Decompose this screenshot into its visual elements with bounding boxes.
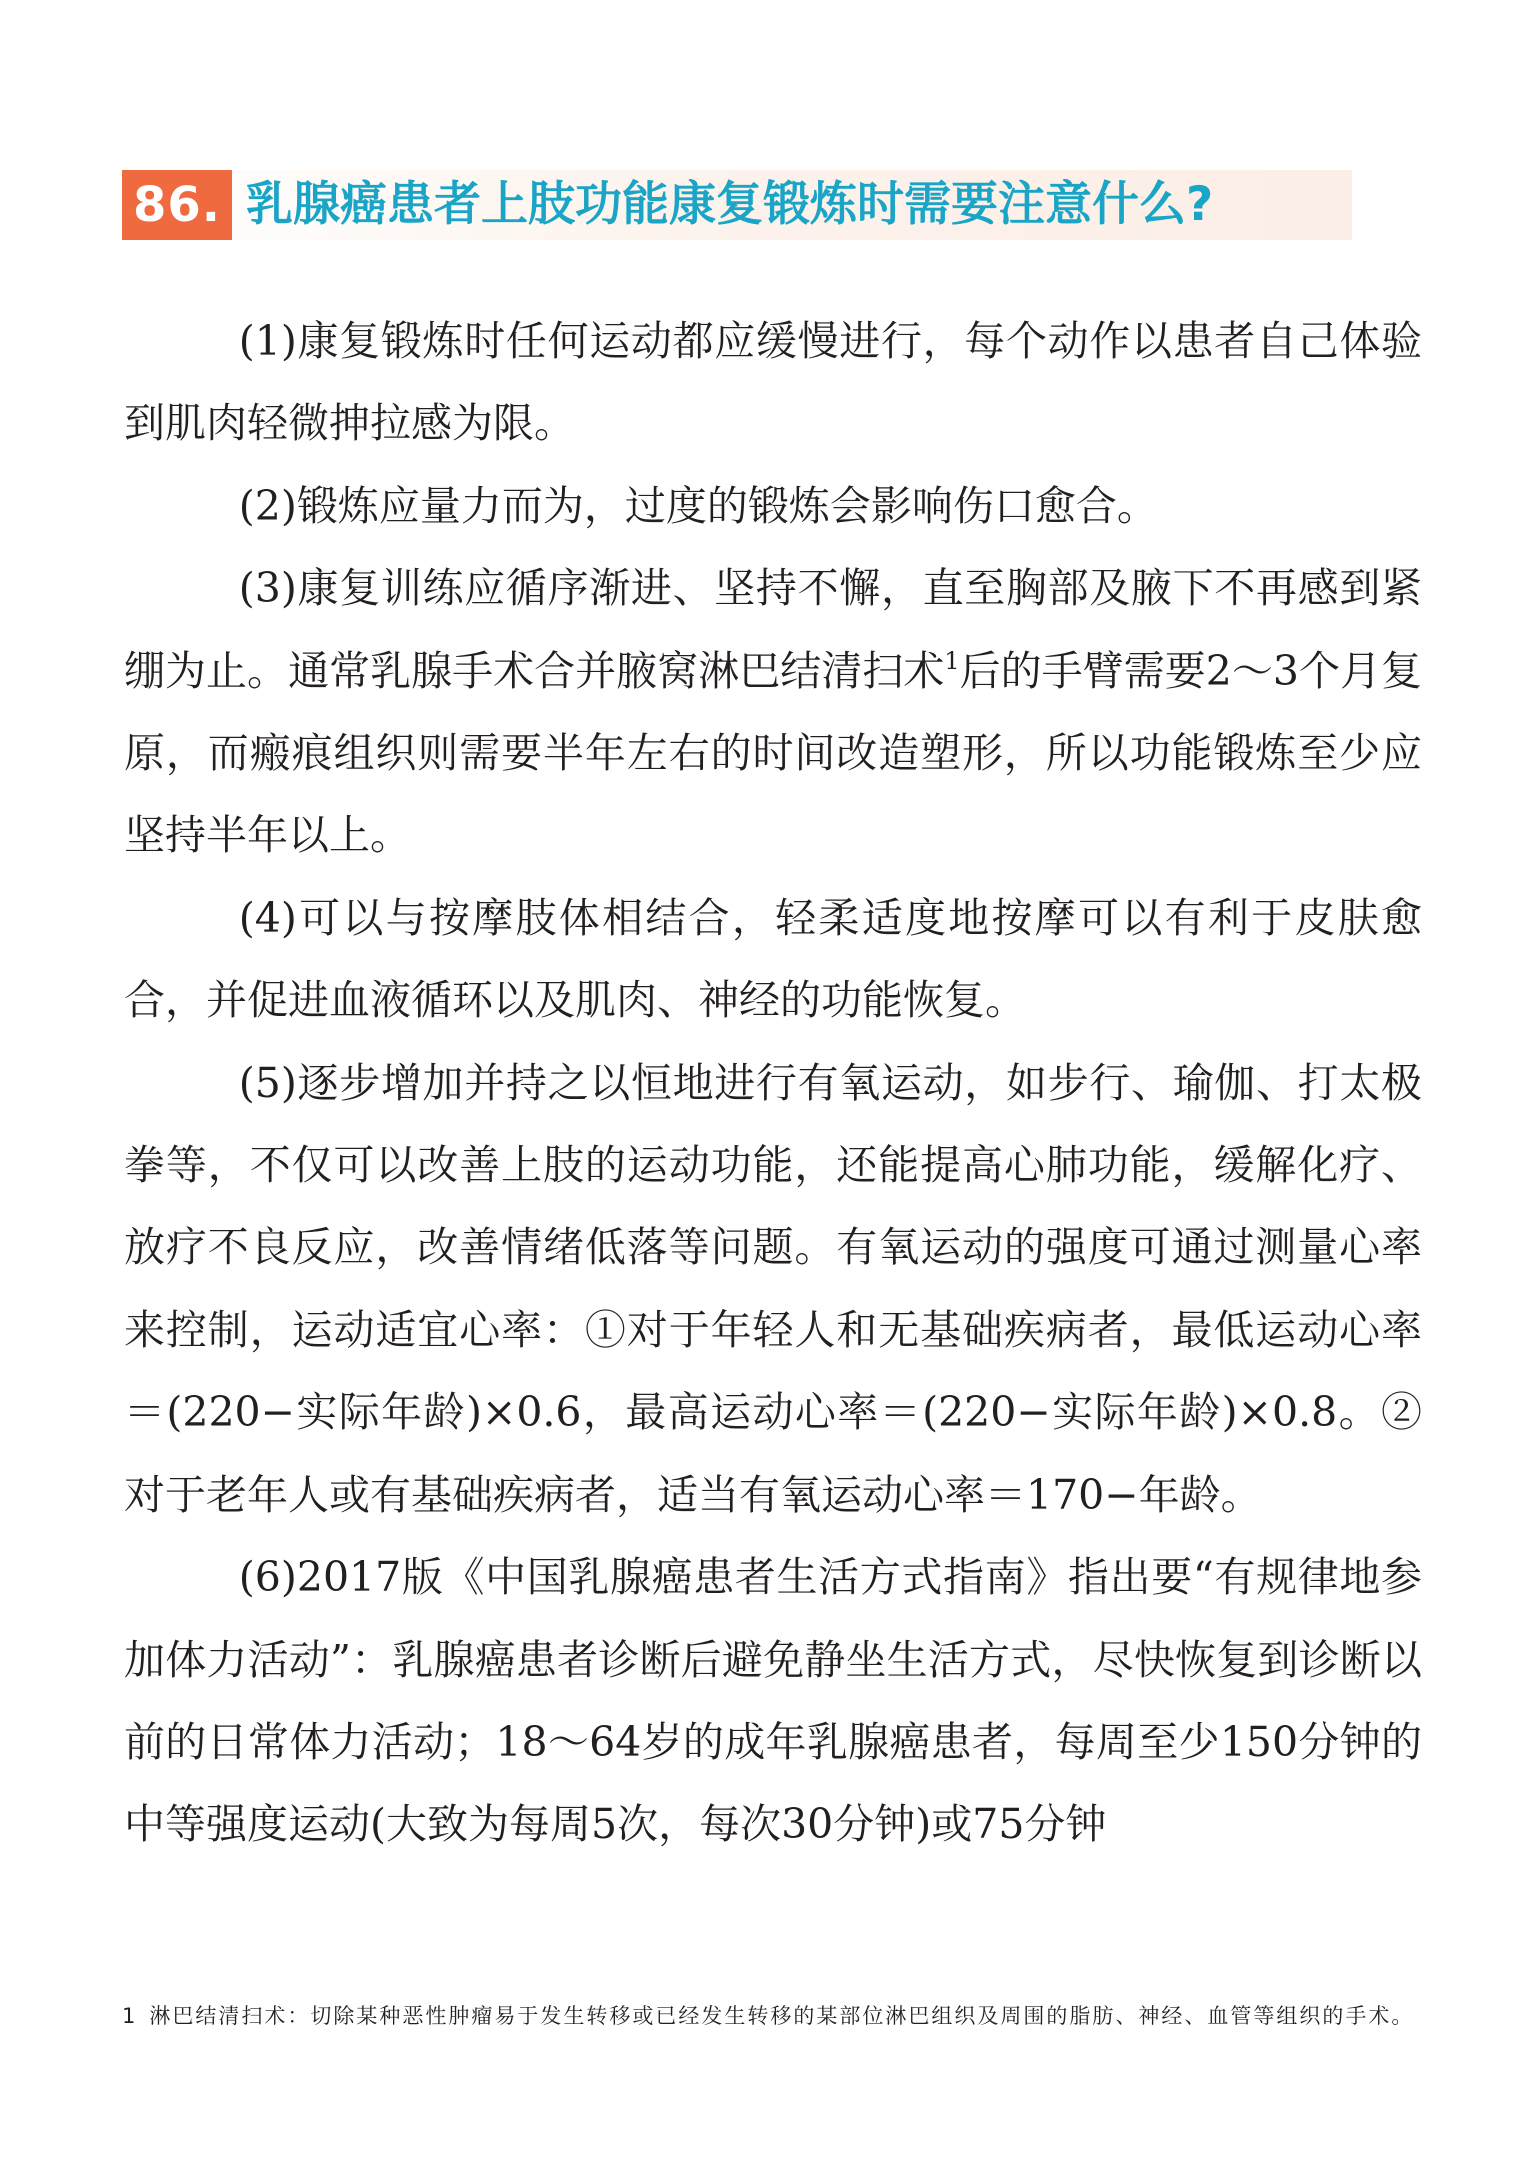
footnote-text: 淋巴结清扫术：切除某种恶性肿瘤易于发生转移或已经发生转移的某部位淋巴组织及周围的脂肪、神经、血管等组织的手术。 <box>149 2004 1415 2028</box>
page-title: 乳腺癌患者上肢功能康复锻炼时需要注意什么? <box>246 177 1214 232</box>
paragraph-6: (6)2017版《中国乳腺癌患者生活方式指南》指出要“有规律地参加体力活动”：乳腺癌患者诊断后避免静坐生活方式，尽快恢复到诊断以前的日常体力活动；18～64岁的成年乳腺癌患者，每周至少150分钟的中等强度运动(大致为每周5次，每次30分钟)或75分钟 <box>124 1553 1422 1849</box>
paragraph-5: (5)逐步增加并持之以恒地进行有氧运动，如步行、瑜伽、打太极拳等，不仅可以改善上肢的运动功能，还能提高心肺功能，缓解化疗、放疗不良反应，改善情绪低落等问题。有氧运动的强度可通过测量心率来控制，运动适宜心率：①对于年轻人和无基础疾病者，最低运动心率＝(220−实际年龄)×0.6，最高运动心率＝(220−实际年龄)×0.8。②对于老年人或有基础疾病者，适当有氧运动心率＝170−年龄。 <box>124 1058 1422 1519</box>
paragraph-4: (4)可以与按摩肢体相结合，轻柔适度地按摩可以有利于皮肤愈合，并促进血液循环以及肌肉、神经的功能恢复。 <box>124 893 1422 1025</box>
footnote-reference[interactable]: 1 <box>944 646 960 675</box>
footnote-number: 1 <box>122 2004 136 2028</box>
question-number-badge: 86. <box>122 170 232 240</box>
body-text <box>124 300 1422 1866</box>
paragraph-3-part-1: (3)康复训练应循序渐进、坚持不懈，直至胸部及腋下不再感到紧绷为止。通常乳腺手术合并腋窝淋巴结清扫术 <box>124 564 1422 695</box>
paragraph-3 <box>124 547 1422 877</box>
footnote <box>122 1998 1422 2034</box>
paragraph-1: (1)康复锻炼时任何运动都应缓慢进行，每个动作以患者自己体验到肌肉轻微抻拉感为限。 <box>124 317 1422 448</box>
paragraph-3-part-2: 后的手臂需要2～3个月复原，而瘢痕组织则需要半年左右的时间改造塑形，所以功能锻炼至少应坚持半年以上。 <box>124 646 1422 860</box>
paragraph-2: (2)锻炼应量力而为，过度的锻炼会影响伤口愈合。 <box>238 481 1158 530</box>
